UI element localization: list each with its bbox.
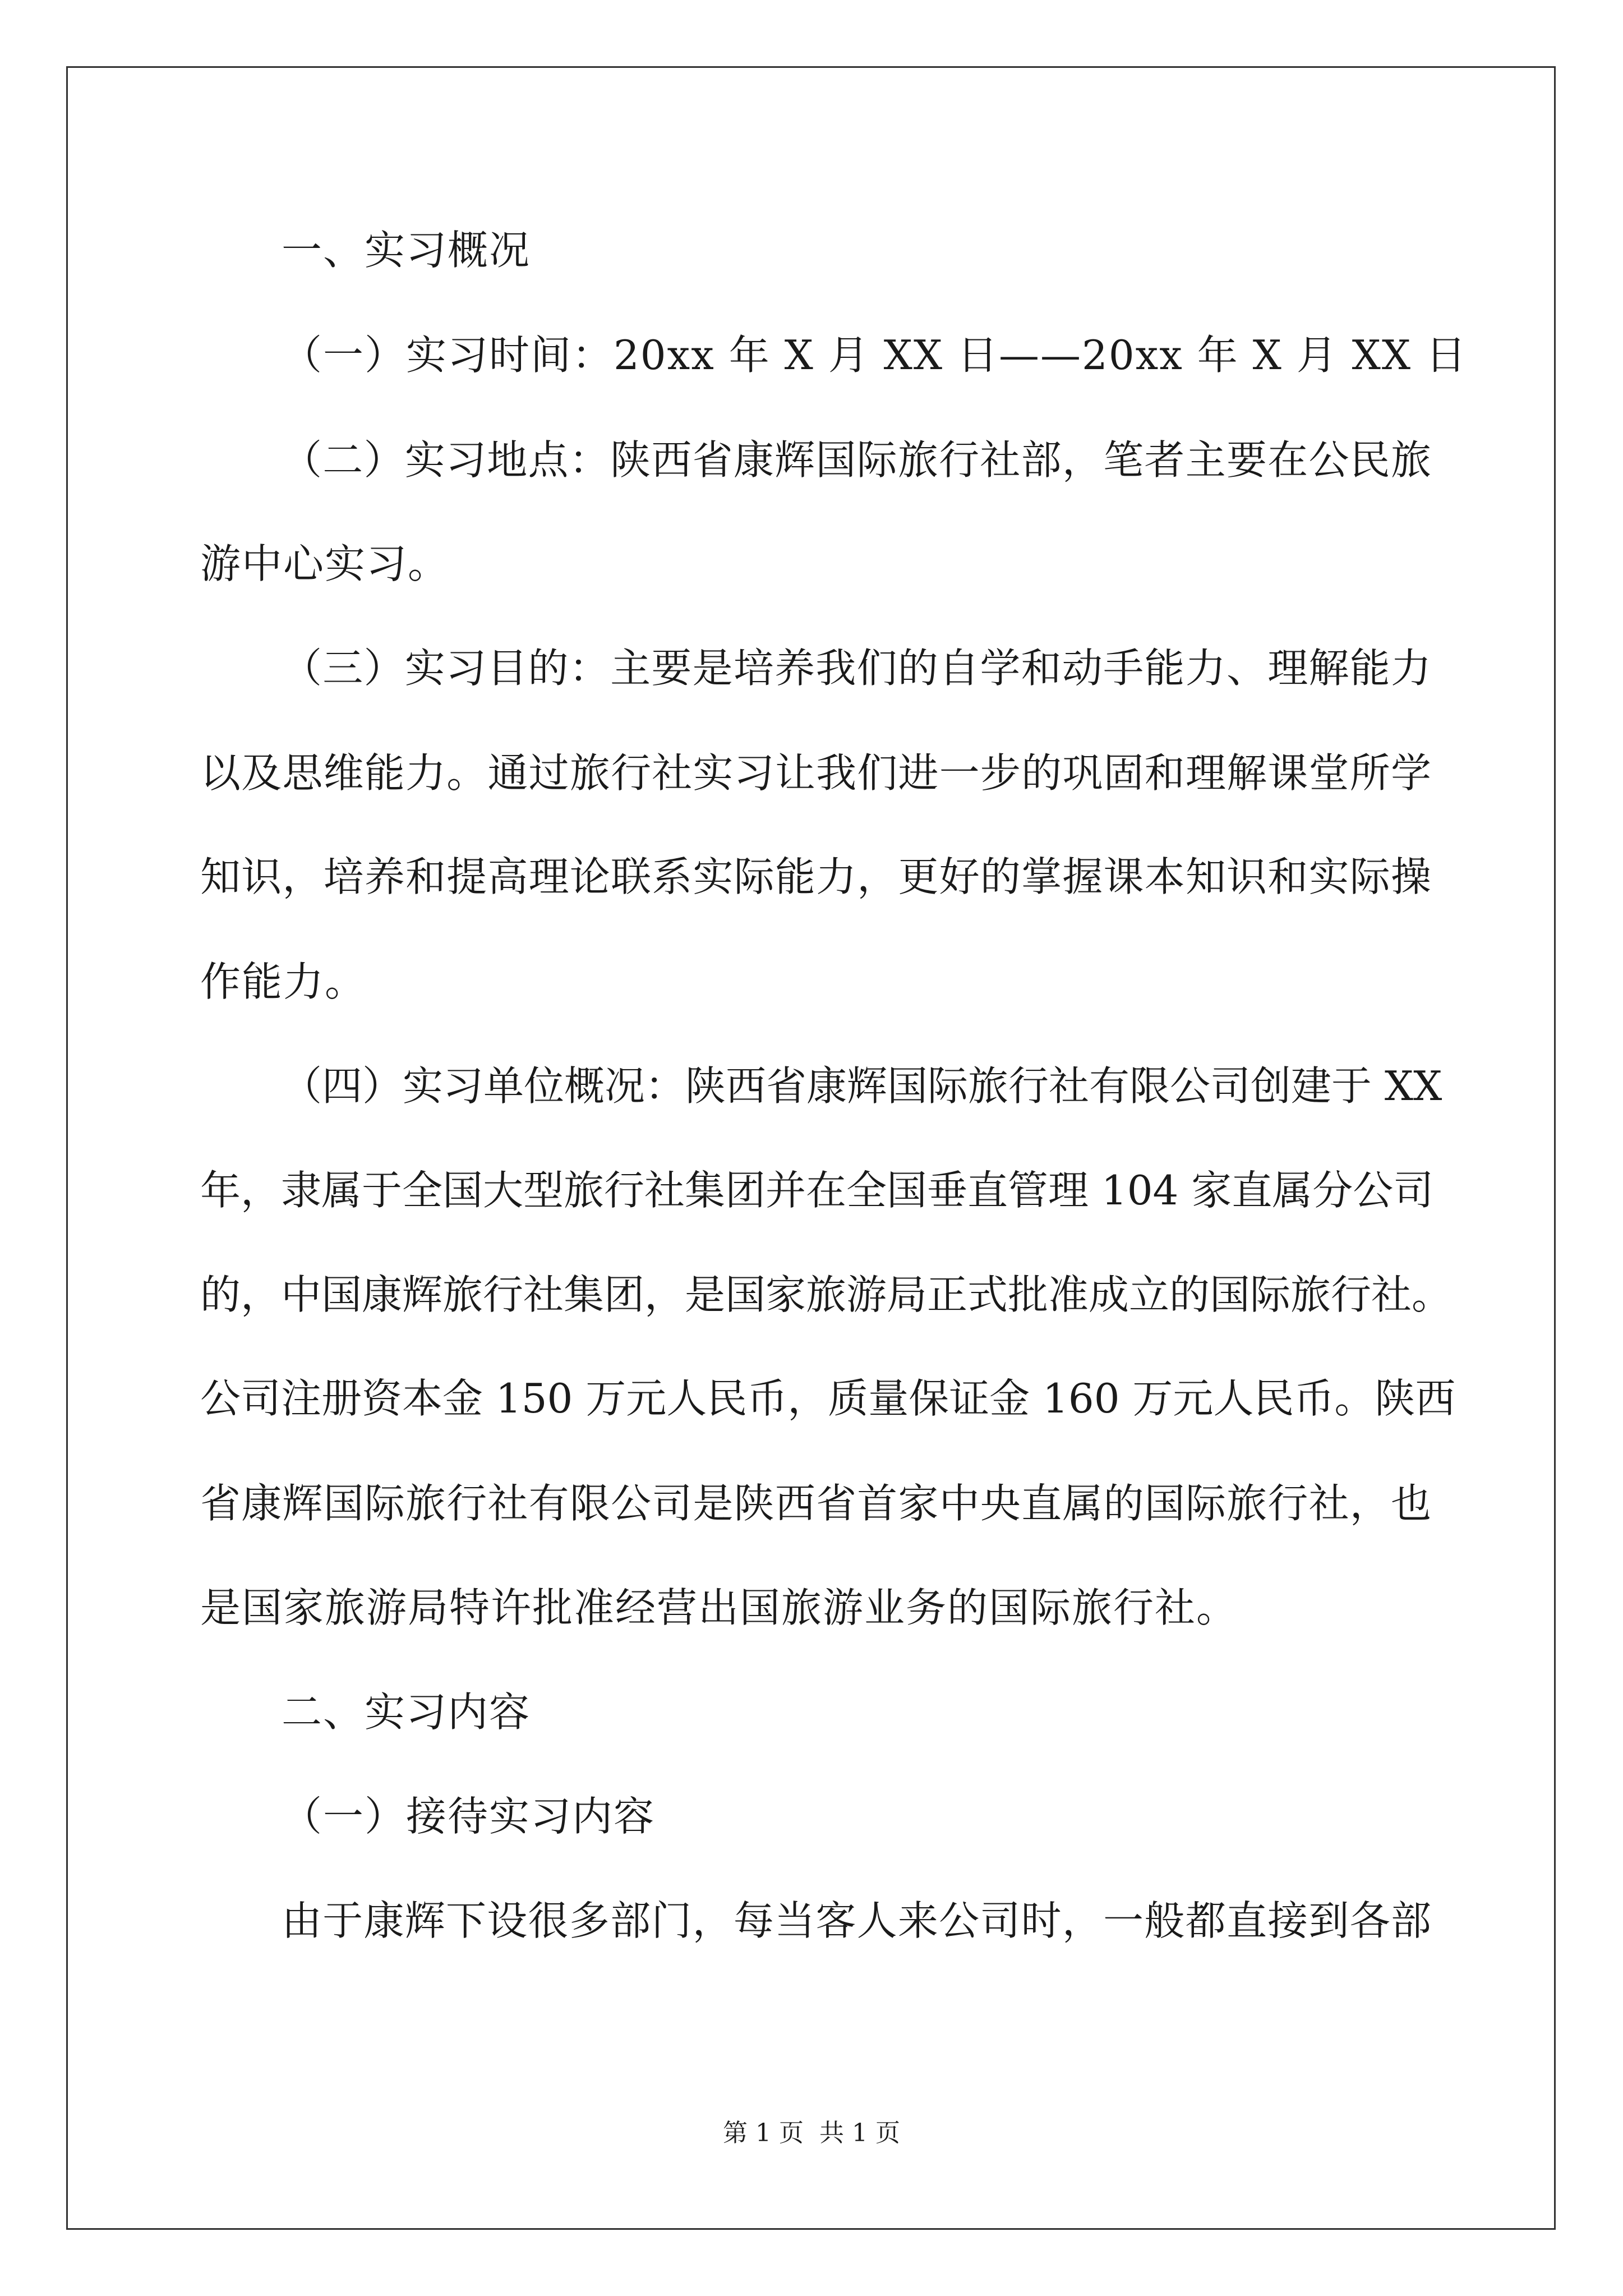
- heading-overview: 一、实习概况: [282, 227, 531, 274]
- paragraph-line: 作能力。: [200, 958, 367, 1005]
- paragraph-line: 省康辉国际旅行社有限公司是陕西省首家中央直属的国际旅行社，也: [200, 1480, 1431, 1527]
- paragraph-line: 由于康辉下设很多部门，每当客人来公司时，一般都直接到各部: [282, 1897, 1431, 1944]
- paragraph-line: （三）实习目的：主要是培养我们的自学和动手能力、理解能力: [282, 645, 1431, 692]
- paragraph-line: （二）实习地点：陕西省康辉国际旅行社部，笔者主要在公民旅: [282, 436, 1431, 484]
- page-number: 第 1 页: [723, 2119, 804, 2147]
- paragraph-line: （一）实习时间：20xx 年 X 月 XX 日——20xx 年 X 月 XX 日: [282, 332, 1468, 379]
- paragraph-line: 游中心实习。: [200, 540, 450, 587]
- subheading-reception: （一）接待实习内容: [282, 1793, 656, 1840]
- paragraph-line: 公司注册资本金 150 万元人民币，质量保证金 160 万元人民币。陕西: [200, 1375, 1456, 1422]
- paragraph-line: （四）实习单位概况：陕西省康辉国际旅行社有限公司创建于 XX: [282, 1062, 1442, 1110]
- page-footer: [0, 2116, 1623, 2150]
- heading-content: 二、实习内容: [282, 1688, 531, 1736]
- paragraph-line: 的，中国康辉旅行社集团，是国家旅游局正式批准成立的国际旅行社。: [200, 1271, 1453, 1318]
- paragraph-line: 知识，培养和提高理论联系实际能力，更好的掌握课本知识和实际操: [200, 853, 1431, 900]
- paragraph-line: 是国家旅游局特许批准经营出国旅游业务的国际旅行社。: [200, 1584, 1238, 1631]
- page-total: 共 1 页: [819, 2119, 900, 2147]
- paragraph-line: 年，隶属于全国大型旅行社集团并在全国垂直管理 104 家直属分公司: [200, 1167, 1434, 1214]
- paragraph-line: 以及思维能力。通过旅行社实习让我们进一步的巩固和理解课堂所学: [200, 749, 1431, 797]
